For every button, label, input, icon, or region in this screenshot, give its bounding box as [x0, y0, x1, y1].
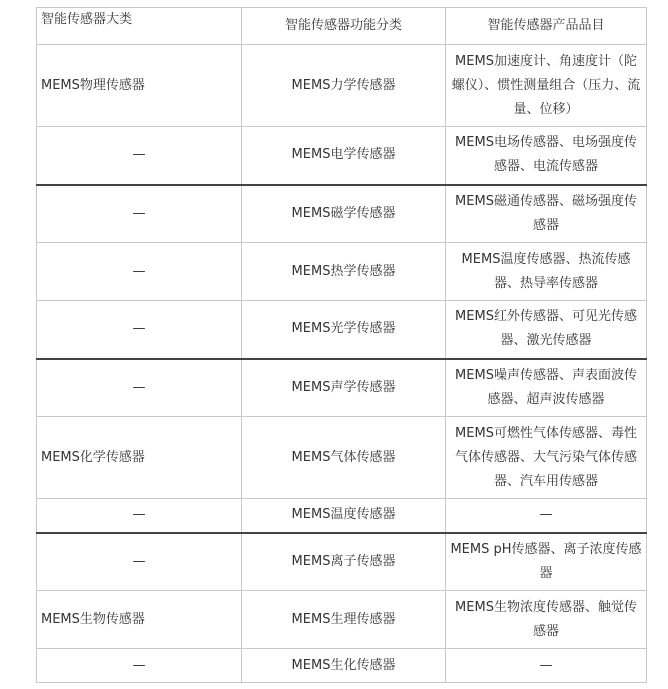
function-cell: MEMS温度传感器	[242, 499, 446, 533]
table-row	[37, 533, 647, 591]
table-row	[37, 591, 647, 649]
table-row	[37, 45, 647, 127]
products-cell: —	[446, 499, 647, 533]
products-cell: MEMS磁通传感器、磁场强度传感器	[446, 185, 647, 243]
table-row	[37, 359, 647, 417]
products-cell: MEMS生物浓度传感器、触觉传感器	[446, 591, 647, 649]
category-cell: —	[37, 185, 242, 243]
products-cell: MEMS pH传感器、离子浓度传感器	[446, 533, 647, 591]
products-cell: MEMS噪声传感器、声表面波传感器、超声波传感器	[446, 359, 647, 417]
category-cell: —	[37, 499, 242, 533]
products-cell: —	[446, 649, 647, 683]
function-cell: MEMS气体传感器	[242, 417, 446, 499]
products-cell: MEMS温度传感器、热流传感器、热导率传感器	[446, 243, 647, 301]
category-cell: MEMS生物传感器	[37, 591, 242, 649]
function-cell: MEMS力学传感器	[242, 45, 446, 127]
function-cell: MEMS生化传感器	[242, 649, 446, 683]
header-products: 智能传感器产品品目	[446, 8, 647, 45]
category-cell: —	[37, 533, 242, 591]
category-cell: MEMS化学传感器	[37, 417, 242, 499]
table-row	[37, 417, 647, 499]
header-category: 智能传感器大类	[37, 8, 242, 45]
table-row	[37, 301, 647, 359]
category-cell: MEMS物理传感器	[37, 45, 242, 127]
function-cell: MEMS光学传感器	[242, 301, 446, 359]
category-cell: —	[37, 359, 242, 417]
table-header-row	[37, 8, 647, 45]
category-cell: —	[37, 649, 242, 683]
products-cell: MEMS加速度计、角速度计（陀螺仪）、惯性测量组合（压力、流量、位移）	[446, 45, 647, 127]
table-row	[37, 243, 647, 301]
category-cell: —	[37, 127, 242, 185]
category-cell: —	[37, 243, 242, 301]
category-cell: —	[37, 301, 242, 359]
table-row	[37, 185, 647, 243]
function-cell: MEMS离子传感器	[242, 533, 446, 591]
table-row	[37, 499, 647, 533]
function-cell: MEMS生理传感器	[242, 591, 446, 649]
function-cell: MEMS电学传感器	[242, 127, 446, 185]
table-row	[37, 127, 647, 185]
header-function: 智能传感器功能分类	[242, 8, 446, 45]
products-cell: MEMS可燃性气体传感器、毒性气体传感器、大气污染气体传感器、汽车用传感器	[446, 417, 647, 499]
sensor-classification-table	[36, 7, 647, 683]
products-cell: MEMS红外传感器、可见光传感器、激光传感器	[446, 301, 647, 359]
function-cell: MEMS热学传感器	[242, 243, 446, 301]
products-cell: MEMS电场传感器、电场强度传感器、电流传感器	[446, 127, 647, 185]
function-cell: MEMS磁学传感器	[242, 185, 446, 243]
function-cell: MEMS声学传感器	[242, 359, 446, 417]
table-row	[37, 649, 647, 683]
